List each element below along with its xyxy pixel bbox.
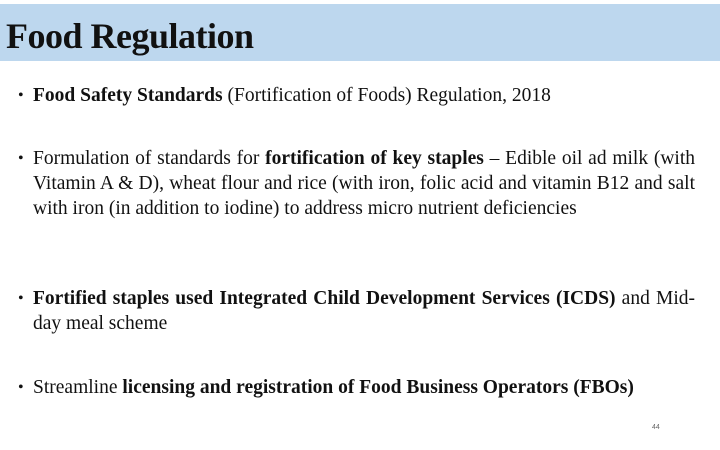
bullet-text-regular: (Fortification of Foods) Regulation, 2018 (222, 85, 551, 106)
page-number: 44 (652, 424, 660, 431)
bullet-dot-icon: • (18, 379, 24, 396)
bullet-text-bold: fortification of key staples (265, 148, 484, 169)
bullet-text (33, 375, 695, 400)
bullet-text-regular: Formulation of standards for (33, 148, 266, 169)
bullet-text-bold: Fortified staples used Integrated Child Development Services (ICDS) (33, 288, 616, 309)
slide-title: Food Regulation (6, 16, 254, 56)
bullet-dot-icon: • (18, 87, 24, 104)
bullet-text (33, 286, 695, 336)
bullet-item-licensing (18, 375, 695, 400)
bullet-text-regular: and Mid-day meal scheme (33, 288, 695, 334)
bullet-dot-icon: • (18, 290, 24, 307)
bullet-text (33, 83, 695, 108)
bullet-text-regular: – Edible oil ad milk (with Vitamin A & D), wheat flour and rice (with iron, folic acid and vitamin B12 and salt with iron (in addition to iodine) to address micro nutrient deficiencies (33, 148, 696, 219)
bullet-item-fortification-standards (18, 146, 695, 221)
bullet-text-bold: licensing and registration of Food Business Operators (FBOs) (122, 377, 634, 398)
bullet-text-bold: Food Safety Standards (33, 85, 223, 106)
bullet-text (33, 146, 695, 221)
bullet-item-fortified-staples (18, 286, 695, 336)
bullet-item-fssai-regulation (18, 83, 695, 108)
bullet-text-regular: Streamline (33, 377, 123, 398)
bullet-dot-icon: • (18, 150, 24, 167)
